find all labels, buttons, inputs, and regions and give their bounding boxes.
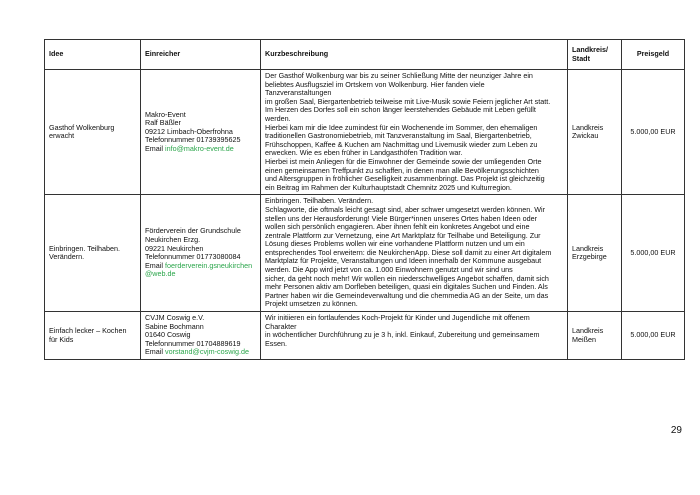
description-line: und Altersgruppen in fröhlicher Geselligkeit zusammenbringt. Das Projekt ist gleichzeitig: [265, 174, 545, 184]
cell-preisgeld: 5.000,00 EUR: [622, 70, 685, 195]
einreicher-telefon: Telefonnummer 01739395625: [145, 135, 241, 145]
description-line: Partner haben wir die Gemeindeverwaltung und die chemmedia AG an der Seite, um das: [265, 290, 549, 300]
einreicher-email-label: Email: [145, 347, 163, 357]
einreicher-ort: 09221 Neukirchen: [145, 243, 204, 253]
cell-landkreis: Landkreis Zwickau: [568, 70, 622, 195]
einreicher-telefon: Telefonnummer 01773080084: [145, 252, 241, 262]
description-line: Wir initiieren ein fortlaufendes Koch-Projekt für Kinder und Jugendliche mit offenem: [265, 313, 530, 323]
cell-einreicher: [141, 312, 261, 360]
cell-kurzbeschreibung: [261, 195, 568, 312]
einreicher-email-link[interactable]: info@makro-event.de: [164, 144, 234, 154]
description-line: entsprechendes Tool erweitern: die NeukirchenApp. Diese soll damit zu einer Art digitalem: [265, 247, 552, 257]
description-line: Projekt umsetzen zu können.: [265, 299, 358, 309]
description-line: Einbringen. Teilhaben. Verändern.: [265, 196, 374, 206]
cell-landkreis: Landkreis Meißen: [568, 312, 622, 360]
cell-preisgeld: 5.000,00 EUR: [622, 312, 685, 360]
cell-preisgeld: 5.000,00 EUR: [622, 195, 685, 312]
einreicher-name: CVJM Coswig e.V.: [145, 313, 205, 323]
cell-idee: Einfach lecker – Kochen für Kids: [45, 312, 141, 360]
description-line: Charakter: [265, 321, 297, 331]
cell-landkreis: Landkreis Erzgebirge: [568, 195, 622, 312]
description-line: ein Beitrag im Rahmen der Kulturhauptstadt Chemnitz 2025 und Kulturregion.: [265, 182, 512, 192]
description-line: zentrale Plattform zur Vernetzung, eine Art Marktplatz für Teilhabe und Beteiligung. Zur: [265, 230, 541, 240]
einreicher-email-link[interactable]: vorstand@cvjm-coswig.de: [164, 347, 249, 357]
cell-kurzbeschreibung: [261, 70, 568, 195]
einreicher-email-label: Email: [145, 144, 163, 154]
description-line: in wöchentlicher Durchführung zu je 3 h, inkl. Einkauf, Zubereitung und gemeinsamem: [265, 330, 540, 340]
description-line: Tanzveranstaltungen: [265, 88, 332, 98]
table-row: [45, 195, 685, 312]
einreicher-name: Makro-Event: [145, 109, 186, 119]
description-line: traditionellen Gastronomiebetrieb, mit Tanzveranstaltung im Saal, Biergartenbetrieb,: [265, 131, 532, 141]
einreicher-person: Sabine Bochmann: [145, 321, 204, 331]
description-line: Frühschoppen, Kaffee & Kuchen am Nachmittag und Livemusik wieder zum Leben zu: [265, 139, 538, 149]
description-line: erwecken. Wie es eben früher in Landgasthöfen Tradition war.: [265, 148, 463, 158]
description-line: werden.: [265, 113, 291, 123]
description-line: werden. Die App wird jetzt von ca. 1.000 Einwohnern genutzt und wir sind uns: [265, 265, 513, 275]
einreicher-ort: 09212 Limbach-Oberfrohna: [145, 126, 233, 136]
header-kurzbeschreibung: Kurzbeschreibung: [261, 40, 568, 70]
page-number: 29: [670, 425, 682, 436]
header-landkreis: Landkreis/ Stadt: [568, 40, 622, 70]
description-line: Essen.: [265, 338, 287, 348]
description-line: stellen uns der Herausforderung! Viele Bürger*innen unseres Ortes haben Ideen oder: [265, 213, 537, 223]
cell-einreicher: [141, 195, 261, 312]
description-line: beliebtes Ausflugsziel im Ortskern von Wolkenburg. Hier fanden viele: [265, 79, 485, 89]
einreicher-email-link[interactable]: foerderverein.gsneukirchen@web.de: [145, 260, 253, 279]
table-row: [45, 312, 685, 360]
cell-idee: Einbringen. Teilhaben. Verändern.: [45, 195, 141, 312]
description-line: Der Gasthof Wolkenburg war bis zu seiner Schließung Mitte der neunziger Jahre ein: [265, 71, 533, 80]
description-line: wollen sich persönlich engagieren. Aber ihnen fehlt ein konkretes Angebot und eine: [265, 222, 530, 232]
table-header-row: [45, 40, 685, 70]
einreicher-telefon: Telefonnummer 01704889619: [145, 338, 241, 348]
einreicher-ort: 01640 Coswig: [145, 330, 191, 340]
header-idee: Idee: [45, 40, 141, 70]
einreicher-person: Neukirchen Erzg.: [145, 234, 201, 244]
einreicher-email-label: Email: [145, 260, 163, 270]
description-line: Schlagworte, die oftmals leicht gesagt sind, aber schwer umgesetzt werden können. Wir: [265, 204, 546, 214]
description-line: Marktplatz für Projekte, Veranstaltungen und Ideen innerhalb der Kommune ausgebaut: [265, 256, 542, 266]
description-line: sicher, da geht noch mehr! Wir wollen ein niederschwelliges Angebot schaffen, damit sich: [265, 273, 549, 283]
einreicher-person: Ralf Bäßler: [145, 118, 181, 128]
header-einreicher: Einreicher: [141, 40, 261, 70]
einreicher-name: Förderverein der Grundschule: [145, 226, 241, 236]
cell-einreicher: [141, 70, 261, 195]
description-line: Lösung dieses Problems wollen wir eine vorhandene Plattform nutzen und um ein: [265, 239, 525, 249]
description-line: einen gemeinsamen Treffpunkt zu schaffen, in denen man alle Bevölkerungsschichten: [265, 165, 539, 175]
cell-idee: Gasthof Wolkenburg erwacht: [45, 70, 141, 195]
table-row: [45, 70, 685, 195]
cell-kurzbeschreibung: [261, 312, 568, 360]
description-line: Im Herzen des Dorfes soll ein schon länger leerstehendes Gebäude mit Leben gefüllt: [265, 105, 536, 115]
description-line: Hierbei ist mein Anliegen für die Einwohner der Gemeinde sowie der umliegenden Orte: [265, 156, 542, 166]
description-line: im großen Saal, Biergartenbetrieb teilweise mit Live-Musik sowie Feiern jeglicher Art statt.: [265, 96, 551, 106]
header-preisgeld: Preisgeld: [622, 40, 685, 70]
description-line: mehr Personen aktiv am Dorfleben beteiligen, quasi ein digitales Suchen und Finden. Als: [265, 282, 548, 292]
table-body: [45, 70, 685, 360]
description-line: Hierbei kam mir die Idee zumindest für ein Wochenende im Sommer, den ehemaligen: [265, 122, 538, 132]
ideas-table: [44, 39, 685, 360]
